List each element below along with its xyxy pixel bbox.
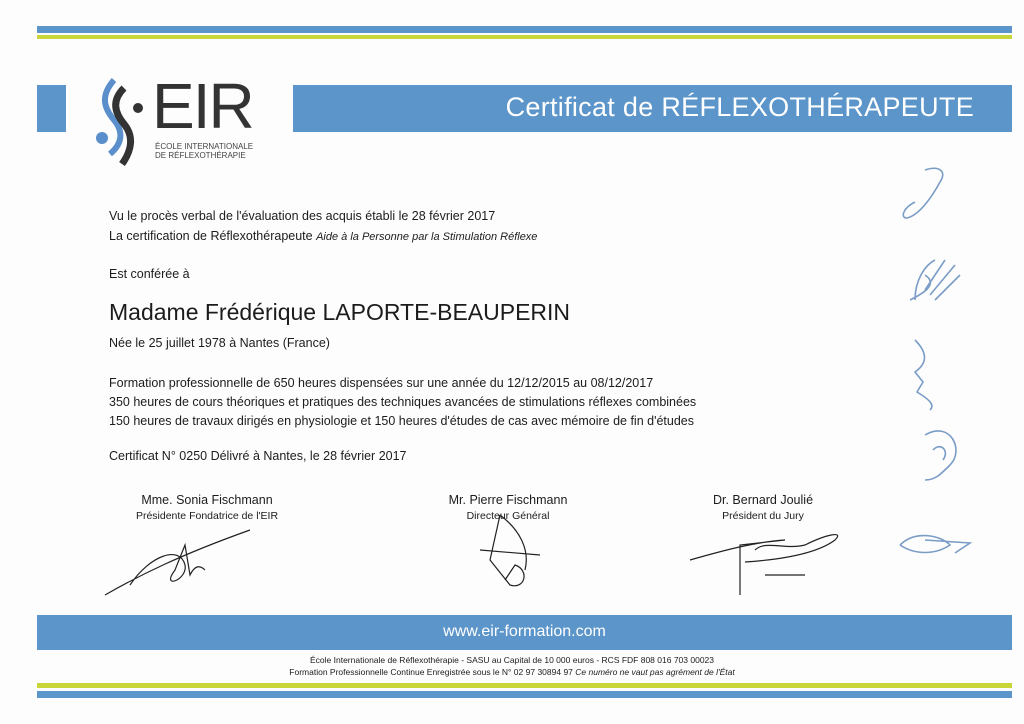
evaluation-line: Vu le procès verbal de l'évaluation des acquis établi le 28 février 2017: [109, 209, 496, 223]
bottom-blue-stripe: [37, 691, 1012, 698]
hand-icon: [910, 260, 960, 300]
signature-1-icon: [100, 525, 270, 605]
body-part-icons: [895, 160, 985, 560]
signatory-name: Mme. Sonia Fischmann: [141, 493, 273, 507]
signature-3-icon: [685, 520, 855, 600]
signatory-title: Présidente Fondatrice de l'EIR: [135, 510, 279, 522]
top-green-stripe: [37, 35, 1012, 39]
title-banner: [293, 85, 1012, 132]
website-link[interactable]: www.eir-formation.com: [443, 623, 606, 640]
legal-line-1: École Internationale de Réflexothérapie - SASU au Capital de 10 000 euros - RCS FDF 808 016 703 00023: [310, 655, 714, 665]
certification-label: La certification de Réflexothérapeute: [109, 229, 317, 243]
signatory-name: Dr. Bernard Joulié: [712, 493, 814, 507]
legal-line-2: [0, 667, 1024, 677]
logo-symbol-icon: [92, 78, 152, 168]
signature-2-icon: [470, 510, 570, 595]
signatory-3: [653, 493, 873, 522]
training-line-1: Formation professionnelle de 650 heures dispensées sur une année du 12/12/2015 au 08/12/2017: [109, 376, 654, 390]
signatory-name: Mr. Pierre Fischmann: [448, 493, 568, 507]
face-icon: [915, 340, 932, 410]
signatory-1: [97, 493, 317, 522]
registration-text: Formation Professionnelle Continue Enregistrée sous le N° 02 97 30894 97: [289, 667, 576, 677]
ear-icon: [925, 431, 956, 480]
eir-logo: [92, 70, 267, 168]
eye-icon: [900, 536, 970, 553]
logo-letters: EIR: [152, 70, 253, 142]
birth-line: Née le 25 juillet 1978 à Nantes (France): [109, 336, 330, 350]
registration-disclaimer: Ce numéro ne vaut pas agrément de l'État: [575, 667, 735, 677]
bottom-green-stripe: [37, 683, 1012, 688]
certification-specialty: Aide à la Personne par la Stimulation Réflexe: [316, 231, 538, 243]
logo-subtitle-2: DE RÉFLEXOTHÉRAPIE: [155, 151, 246, 160]
certification-line: [109, 229, 537, 243]
logo-subtitle-1: ÉCOLE INTERNATIONALE: [155, 142, 254, 151]
signatory-title: Directeur Général: [466, 510, 550, 522]
top-blue-stripe: [37, 26, 1012, 33]
foot-icon: [903, 168, 942, 218]
training-line-3: 150 heures de travaux dirigés en physiologie et 150 heures d'études de cas avec mémoire de fin d'études: [109, 414, 695, 428]
conferred-line: Est conférée à: [109, 267, 190, 281]
footer-banner: [37, 615, 1012, 650]
recipient-name: Madame Frédérique LAPORTE-BEAUPERIN: [109, 299, 571, 325]
signatory-title: Président du Jury: [722, 510, 804, 522]
certificate-number-line: Certificat N° 0250 Délivré à Nantes, le 28 février 2017: [109, 449, 407, 463]
left-blue-block: [37, 85, 66, 132]
certificate-title: Certificat de RÉFLEXOTHÉRAPEUTE: [505, 92, 974, 122]
training-line-2: 350 heures de cours théoriques et pratiques des techniques avancées de stimulations réflexes combinées: [109, 395, 697, 409]
